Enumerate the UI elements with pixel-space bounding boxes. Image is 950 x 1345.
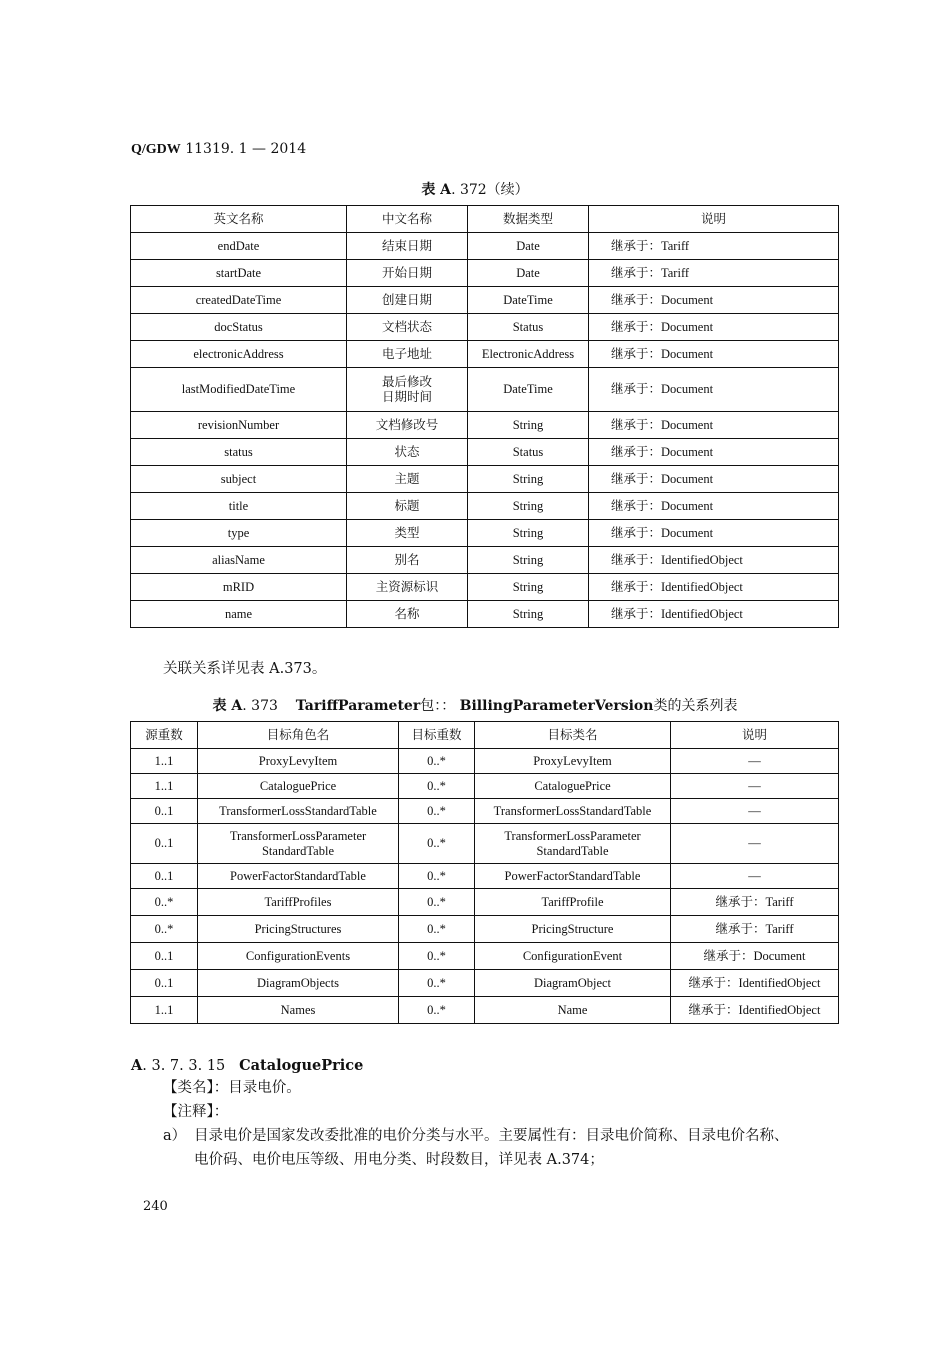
table-row <box>131 574 839 601</box>
table-cell: 状态 <box>347 439 468 466</box>
table-cell: String <box>468 412 589 439</box>
table-cell: 0..* <box>399 916 475 943</box>
table-cell: 数据类型 <box>468 206 589 233</box>
table-cell: PowerFactorStandardTable <box>198 864 399 889</box>
table-cell: TransformerLossParameter StandardTable <box>475 824 671 864</box>
table-cell: 0..* <box>399 997 475 1024</box>
classname-line: 【类名】：目录电价。 <box>163 1080 301 1096</box>
table-cell: endDate <box>131 233 347 260</box>
list-item-line1: 目录电价是国家发改委批准的电价分类与水平。主要属性有：目录电价简称、目录电价名称、 <box>194 1128 789 1144</box>
table-cell: 继承于：IdentifiedObject <box>671 970 839 997</box>
table-cell: ProxyLevyItem <box>475 749 671 774</box>
table-cell: 0..* <box>399 970 475 997</box>
table-cell: 结束日期 <box>347 233 468 260</box>
table-cell: 文档修改号 <box>347 412 468 439</box>
table-cell: 类型 <box>347 520 468 547</box>
table-cell: Names <box>198 997 399 1024</box>
table-row <box>131 547 839 574</box>
attribute-table <box>130 205 839 628</box>
section-heading: A. 3. 7. 3. 15 CataloguePrice <box>131 1057 364 1074</box>
table-cell: 0..* <box>399 749 475 774</box>
table-cell: 名称 <box>347 601 468 628</box>
table-cell: lastModifiedDateTime <box>131 368 347 412</box>
table-cell: 继承于：IdentifiedObject <box>589 574 839 601</box>
table-row <box>131 260 839 287</box>
table-cell: 0..1 <box>131 970 198 997</box>
standard-code: Q/GDW <box>131 142 181 157</box>
table-cell: TariffProfile <box>475 889 671 916</box>
table-cell: 0..* <box>131 889 198 916</box>
table-cell: 主题 <box>347 466 468 493</box>
table-cell: TransformerLossStandardTable <box>198 799 399 824</box>
table-cell: 0..* <box>399 864 475 889</box>
table-cell: Status <box>468 314 589 341</box>
table-cell: String <box>468 520 589 547</box>
table-cell: — <box>671 774 839 799</box>
table-row <box>131 493 839 520</box>
table-cell: CataloguePrice <box>475 774 671 799</box>
table-cell: subject <box>131 466 347 493</box>
table-cell: 标题 <box>347 493 468 520</box>
table-cell: 继承于：IdentifiedObject <box>671 997 839 1024</box>
table-cell: 目标角色名 <box>198 722 399 749</box>
table-cell: 主资源标识 <box>347 574 468 601</box>
table-cell: 继承于：Tariff <box>671 916 839 943</box>
table-cell: 继承于：Document <box>589 520 839 547</box>
table2-caption: 表 A. 373 TariffParameter包：： BillingParameterVersion类的关系列表 <box>212 698 738 714</box>
table-cell: ConfigurationEvents <box>198 943 399 970</box>
table-cell: 创建日期 <box>347 287 468 314</box>
table-row <box>131 997 839 1024</box>
table-cell: TariffProfiles <box>198 889 399 916</box>
table-cell: 文档状态 <box>347 314 468 341</box>
table-cell: status <box>131 439 347 466</box>
note-label: 【注释】： <box>163 1104 229 1120</box>
table-cell: 最后修改日期时间 <box>347 368 468 412</box>
table-cell: name <box>131 601 347 628</box>
table-cell: 继承于：Tariff <box>589 260 839 287</box>
table-row <box>131 287 839 314</box>
table-cell: 目标重数 <box>399 722 475 749</box>
table-row <box>131 749 839 774</box>
table-cell: 0..1 <box>131 799 198 824</box>
table-cell: 继承于：Document <box>589 287 839 314</box>
table-cell: 继承于：Document <box>589 493 839 520</box>
table-cell: PowerFactorStandardTable <box>475 864 671 889</box>
table-cell: 0..1 <box>131 864 198 889</box>
table-cell: String <box>468 466 589 493</box>
table-cell: 0..* <box>399 774 475 799</box>
table-cell: — <box>671 824 839 864</box>
table-cell: 开始日期 <box>347 260 468 287</box>
table-cell: 别名 <box>347 547 468 574</box>
table-cell: 中文名称 <box>347 206 468 233</box>
table-cell: 继承于：Document <box>589 368 839 412</box>
table-row <box>131 889 839 916</box>
table-cell: 源重数 <box>131 722 198 749</box>
table-cell: createdDateTime <box>131 287 347 314</box>
table-row <box>131 916 839 943</box>
table-cell: DateTime <box>468 287 589 314</box>
table-cell: 继承于：Document <box>589 412 839 439</box>
table-cell: 英文名称 <box>131 206 347 233</box>
table-cell: ConfigurationEvent <box>475 943 671 970</box>
table-cell: mRID <box>131 574 347 601</box>
section-title: CataloguePrice <box>239 1057 364 1074</box>
list-item-marker: a） <box>163 1128 187 1144</box>
table-row <box>131 864 839 889</box>
table-cell: 继承于：Document <box>589 341 839 368</box>
table-cell: 继承于：IdentifiedObject <box>589 601 839 628</box>
table-cell: DiagramObject <box>475 970 671 997</box>
table-cell: 说明 <box>589 206 839 233</box>
table-row <box>131 520 839 547</box>
table-cell: 目标类名 <box>475 722 671 749</box>
table-cell: String <box>468 601 589 628</box>
table-cell: 1..1 <box>131 774 198 799</box>
table-row <box>131 341 839 368</box>
table-row <box>131 233 839 260</box>
relation-note: 关联关系详见表 A.373。 <box>163 661 327 677</box>
table-cell: Name <box>475 997 671 1024</box>
table-header-row <box>131 722 839 749</box>
table-cell: String <box>468 574 589 601</box>
table-cell: 继承于：Document <box>589 439 839 466</box>
table-cell: Date <box>468 233 589 260</box>
table-cell: electronicAddress <box>131 341 347 368</box>
table-cell: Status <box>468 439 589 466</box>
table-cell: 0..* <box>399 889 475 916</box>
table-cell: 0..* <box>131 916 198 943</box>
table-cell: TransformerLossParameter StandardTable <box>198 824 399 864</box>
table-cell: 0..* <box>399 943 475 970</box>
table-row <box>131 466 839 493</box>
table-cell: String <box>468 547 589 574</box>
list-item-line2: 电价码、电价电压等级、用电分类、时段数目，详见表 A.374； <box>194 1152 604 1168</box>
table-cell: 继承于：Document <box>589 466 839 493</box>
table-cell: DateTime <box>468 368 589 412</box>
table-cell: ElectronicAddress <box>468 341 589 368</box>
standard-number: 11319. 1 — 2014 <box>185 141 307 157</box>
table-header-row <box>131 206 839 233</box>
table-row <box>131 368 839 412</box>
table-cell: 0..1 <box>131 824 198 864</box>
table-row <box>131 774 839 799</box>
table-cell: TransformerLossStandardTable <box>475 799 671 824</box>
table-cell: String <box>468 493 589 520</box>
table-cell: 说明 <box>671 722 839 749</box>
table-row <box>131 439 839 466</box>
table-cell: PricingStructures <box>198 916 399 943</box>
table-cell: 1..1 <box>131 749 198 774</box>
table-cell: CataloguePrice <box>198 774 399 799</box>
table-cell: 继承于：Document <box>671 943 839 970</box>
table-row <box>131 314 839 341</box>
table-cell: 0..1 <box>131 943 198 970</box>
table-cell: 继承于：IdentifiedObject <box>589 547 839 574</box>
table-cell: 0..* <box>399 824 475 864</box>
page-number: 240 <box>143 1199 168 1214</box>
table-cell: 电子地址 <box>347 341 468 368</box>
table-cell: Date <box>468 260 589 287</box>
table-row <box>131 601 839 628</box>
table-cell: revisionNumber <box>131 412 347 439</box>
table-cell: title <box>131 493 347 520</box>
table1-caption: 表 A. 372（续） <box>421 182 529 198</box>
table-cell: type <box>131 520 347 547</box>
table-cell: 0..* <box>399 799 475 824</box>
table-row <box>131 943 839 970</box>
table-cell: startDate <box>131 260 347 287</box>
table-cell: — <box>671 799 839 824</box>
table-cell: DiagramObjects <box>198 970 399 997</box>
table-cell: 继承于：Document <box>589 314 839 341</box>
table-cell: aliasName <box>131 547 347 574</box>
table-row <box>131 970 839 997</box>
table-cell: — <box>671 864 839 889</box>
document-header <box>131 140 306 159</box>
table-row <box>131 824 839 864</box>
table-cell: PricingStructure <box>475 916 671 943</box>
table-cell: 继承于：Tariff <box>589 233 839 260</box>
table-cell: 继承于：Tariff <box>671 889 839 916</box>
table-cell: docStatus <box>131 314 347 341</box>
table-cell: 1..1 <box>131 997 198 1024</box>
table-cell: — <box>671 749 839 774</box>
relation-table <box>130 721 839 1024</box>
table-cell: ProxyLevyItem <box>198 749 399 774</box>
table-row <box>131 412 839 439</box>
table-row <box>131 799 839 824</box>
